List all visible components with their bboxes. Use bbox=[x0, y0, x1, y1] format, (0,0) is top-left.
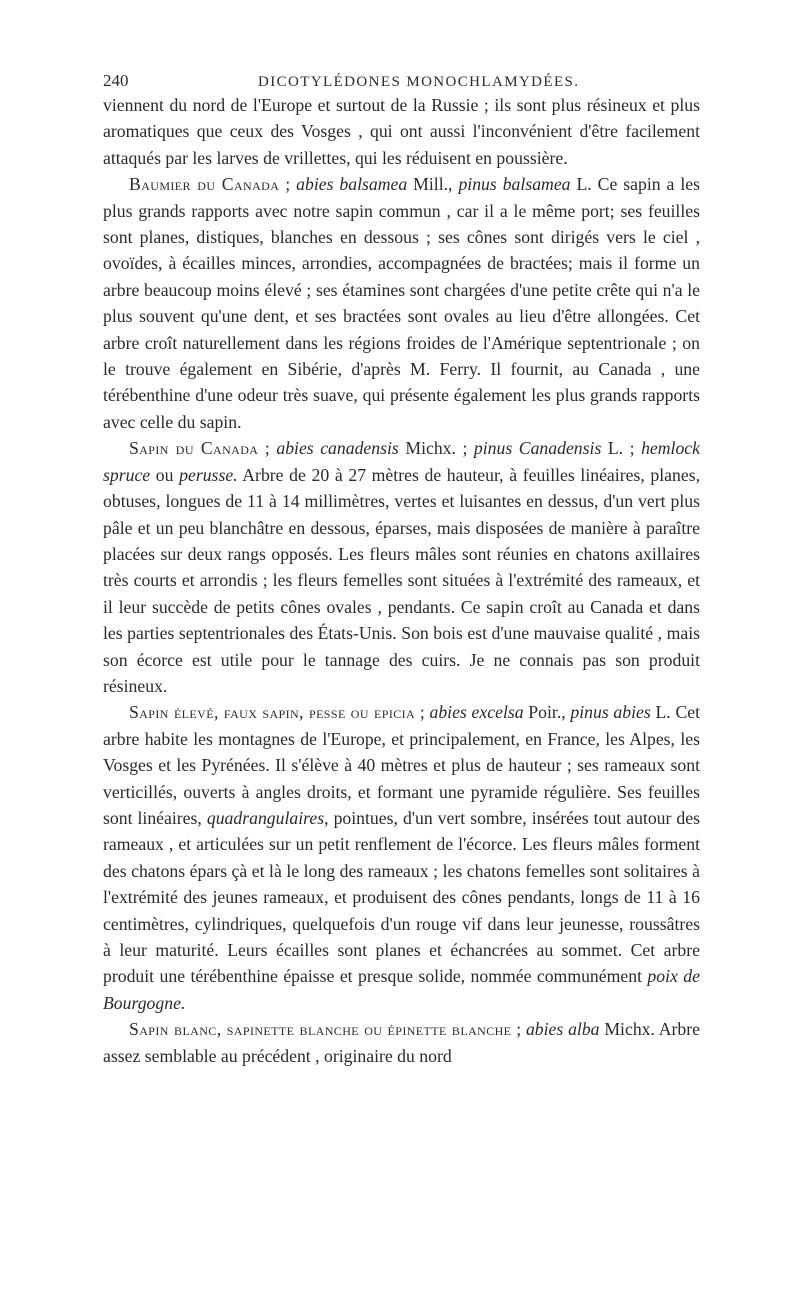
common-name: perusse. bbox=[179, 464, 238, 485]
paragraph-continuation: viennent du nord de l'Europe et surtout de la Russie ; ils sont plus résineux et plus aromatiques que ceux des Vosges , qui ont aussi l'inconvénient d'être facilement attaqués par les larves de vrillettes, qui les réduisent en poussière. bbox=[103, 95, 700, 168]
latin-name: abies canadensis bbox=[276, 438, 399, 459]
running-head bbox=[103, 64, 700, 92]
paragraph-text: , pointues, d'un vert sombre, insérées tout autour des rameaux , et articulées sur un petit renflement de l'écorce. Les fleurs mâles forment des chatons épars çà et là le long des rameaux ; les chatons femelles sont solitaires à l'extrémité des jeunes rameaux, et produisent des cônes pendants, longs de 11 à 16 centimètres, cylindriques, quelquefois d'un rouge vif dans leur jeunesse, roussâtres à leur maturité. Leurs écailles sont planes et échancrées au sommet. Cet arbre produit une térébenthine épaisse et presque solide, nommée communément bbox=[103, 807, 700, 987]
paragraph-text: Michx. Arbre assez semblable au précédent , originaire du nord bbox=[103, 1019, 701, 1066]
entry-heading: Sapin blanc, sapinette blanche ou épinette blanche bbox=[129, 1019, 512, 1040]
paragraph-baumier-du-canada: Baumier du Canada ; abies balsamea Mill., pinus balsamea L. Ce sapin a les plus grands rapports avec notre sapin commun , car il a le même port; ses feuilles sont planes, distiques, blanches en dessous ; ses cônes sont dirigés vers le ciel , ovoïdes, à écailles minces, arrondies, accompagnées de bractées; mais il forme un arbre beaucoup moins élevé ; ses étamines sont chargées d'une petite crête qui n'a le plus souvent qu'une dent, et ses bractées sont ovales au lieu d'être allongées. Cet arbre croît naturellement dans les régions froides de l'Amérique septentrionale ; on le trouve également en Sibérie, d'après M. Ferry. Il fournit, au Canada , une térébenthine d'une odeur très suave, qui présente également les plus grands rapports avec celle du sapin. bbox=[103, 174, 700, 432]
entry-heading: Sapin du Canada bbox=[129, 438, 259, 459]
page-number: 240 bbox=[103, 71, 129, 90]
latin-name: pinus Canadensis bbox=[473, 438, 602, 459]
book-page bbox=[103, 64, 700, 1264]
latin-name: abies excelsa bbox=[429, 702, 524, 723]
paragraph-sapin-blanc: Sapin blanc, sapinette blanche ou épinette blanche ; abies alba Michx. Arbre assez semblable au précédent , originaire du nord bbox=[103, 1019, 701, 1066]
paragraph-text: L. Cet arbre habite les montagnes de l'Europe, et principalement, en France, les Alpes, les Vosges et les Pyrénées. Il s'élève à 40 mètres et plus de hauteur ; ses rameaux sont verticillés, ouverts à angles droits, et formant une pyramide régulière. Ses feuilles sont linéaires, bbox=[103, 702, 701, 828]
paragraph-sapin-eleve: Sapin élevé, faux sapin, pesse ou epicia ; abies excelsa Poir., pinus abies L. Cet arbre habite les montagnes de l'Europe, et principalement, en France, les Alpes, les Vosges et les Pyrénées. Il s'élève à 40 mètres et plus de hauteur ; ses rameaux sont verticillés, ouverts à angles droits, et formant une pyramide régulière. Ses feuilles sont linéaires, quadrangulaires, pointues, d'un vert sombre, insérées tout autour des rameaux , et articulées sur un petit renflement de l'écorce. Les fleurs mâles forment des chatons épars çà et là le long des rameaux ; les chatons femelles sont solitaires à l'extrémité des jeunes rameaux, et produisent des cônes pendants, longs de 11 à 16 centimètres, cylindriques, quelquefois d'un rouge vif dans leur jeunesse, roussâtres à leur maturité. Leurs écailles sont planes et échancrées au sommet. Cet arbre produit une térébenthine épaisse et presque solide, nommée communément poix de Bourgogne. bbox=[103, 702, 701, 1013]
common-name: hemlock spruce bbox=[103, 438, 700, 485]
latin-name: pinus balsamea bbox=[458, 174, 571, 195]
entry-heading: Sapin élevé, faux sapin, pesse ou epicia bbox=[129, 702, 416, 723]
latin-name: abies balsamea bbox=[296, 174, 408, 195]
paragraph-sapin-du-canada: Sapin du Canada ; abies canadensis Michx. ; pinus Canadensis L. ; hemlock spruce ou perusse. Arbre de 20 à 27 mètres de hauteur, à feuilles linéaires, planes, obtuses, longues de 11 à 14 millimètres, vertes et luisantes en dessus, d'un vert plus pâle et un peu blanchâtre en dessous, éparses, mais disposées de manière à paraître placées sur deux rangs opposés. Les fleurs mâles sont réunies en chatons axillaires très courts et arrondis ; les fleurs femelles sont situées à l'extrémité des rameaux, et il leur succède de petits cônes ovales , pendants. Ce sapin croît au Canada et dans les parties septentrionales des États-Unis. Son bois est d'une mauvaise qualité , mais son écorce est utile pour le tannage des cuirs. Je ne connais pas son produit résineux. bbox=[103, 438, 700, 696]
paragraph-text: L. Ce sapin a les plus grands rapports avec notre sapin commun , car il a le même port; ses feuilles sont planes, distiques, blanches en dessous ; ses cônes sont dirigés vers le ciel , ovoïdes, à écailles minces, arrondies, accompagnées de bractées; mais il forme un arbre beaucoup moins élevé ; ses étamines sont chargées d'une petite crête qui n'a le plus souvent qu'une dent, et ses bractées sont ovales au lieu d'être allongées. Cet arbre croît naturellement dans les régions froides de l'Amérique septentrionale ; on le trouve également en Sibérie, d'après M. Ferry. Il fournit, au Canada , une térébenthine d'une odeur très suave, qui présente également les plus grands rapports avec celle du sapin. bbox=[103, 174, 700, 432]
running-title: DICOTYLÉDONES MONOCHLAMYDÉES. bbox=[258, 74, 580, 90]
paragraph-text: Arbre de 20 à 27 mètres de hauteur, à feuilles linéaires, planes, obtuses, longues de 11 à 14 millimètres, vertes et luisantes en dessus, d'un vert plus pâle et un peu blanchâtre en dessous, éparses, mais disposées de manière à paraître placées sur deux rangs opposés. Les fleurs mâles sont réunies en chatons axillaires très courts et arrondis ; les fleurs femelles sont situées à l'extrémité des rameaux, et il leur succède de petits cônes ovales , pendants. Ce sapin croît au Canada et dans les parties septentrionales des États-Unis. Son bois est d'une mauvaise qualité , mais son écorce est utile pour le tannage des cuirs. Je ne connais pas son produit résineux. bbox=[103, 464, 700, 696]
italic-term: quadrangulaires bbox=[206, 807, 325, 828]
entry-heading: Baumier du Canada bbox=[129, 174, 280, 195]
latin-name: pinus abies bbox=[570, 702, 651, 723]
latin-name: abies alba bbox=[525, 1019, 600, 1040]
italic-term: poix de Bourgogne. bbox=[103, 966, 700, 1013]
